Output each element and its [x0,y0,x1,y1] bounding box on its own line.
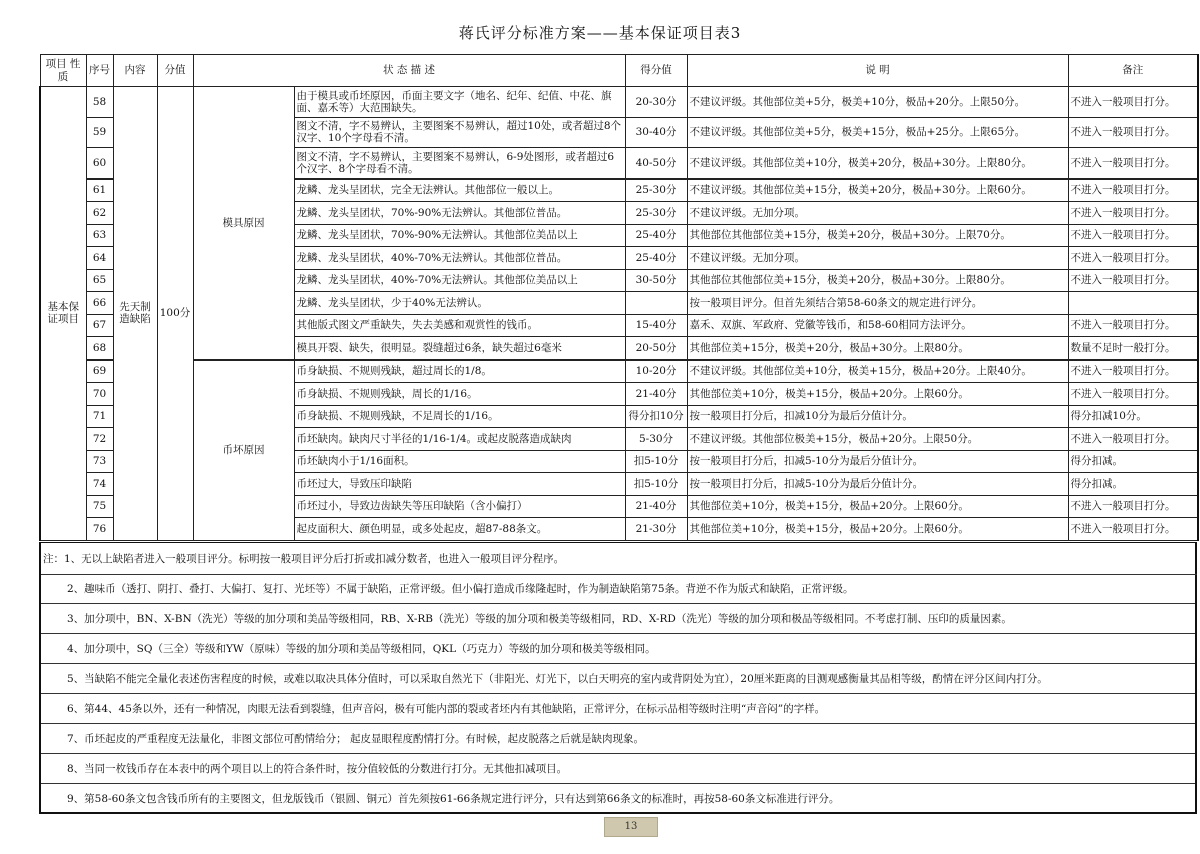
remark: 不进入一般项目打分。 [1068,495,1198,518]
row-number: 61 [86,179,113,202]
explanation: 其他部位其他部位美+15分，极美+20分，极品+30分。上限80分。 [687,269,1068,292]
row-number: 58 [86,87,113,118]
subcategory-damage: 币坏原因 [193,360,294,541]
header-status: 状 态 描 述 [193,55,625,87]
explanation: 按一般项目打分后，扣减10分为最后分值计分。 [687,405,1068,428]
remark: 不进入一般项目打分。 [1068,518,1198,541]
explanation: 不建议评级。其他部位美+5分，极美+10分，极品+20分。上限50分。 [687,87,1068,118]
header-remark: 备注 [1068,55,1198,87]
explanation: 其他部位美+10分，极美+15分，极品+20分。上限60分。 [687,383,1068,406]
project-type-cell: 基本保 证项目 [40,87,86,541]
header-score: 分值 [157,55,193,87]
points-value: 25-40分 [625,224,687,247]
content-cell: 先天制 造缺陷 [113,87,157,541]
row-number: 68 [86,337,113,360]
note-item: 6、第44、45条以外，还有一种情况，肉眼无法看到裂缝，但声音闷，极有可能内部的裂或者坯内有其他缺陷，正常评分，在标示品相等级时注明“声音闷”的字样。 [41,694,1195,724]
subcategory-mold: 模具原因 [193,87,294,360]
status-description: 币坯缺肉小于1/16面积。 [294,450,625,473]
status-description: 币坯缺肉。缺肉尺寸半径的1/16-1/4。或起皮脱落造成缺肉 [294,428,625,451]
remark: 得分扣减。 [1068,450,1198,473]
points-value: 25-40分 [625,247,687,270]
page-title: 蒋氏评分标准方案——基本保证项目表3 [458,24,742,42]
status-description: 模具开裂、缺失，很明显。裂缝超过6条，缺失超过6毫米 [294,337,625,360]
row-number: 64 [86,247,113,270]
header-points: 得分值 [625,55,687,87]
status-description: 图文不清，字不易辨认，主要图案不易辨认，超过10处，或者超过8个汉字、10个字母看不清。 [294,117,625,148]
points-value: 30-40分 [625,117,687,148]
row-number: 59 [86,117,113,148]
table-row [40,87,1198,118]
remark: 不进入一般项目打分。 [1068,314,1198,337]
status-description: 币身缺损、不规则残缺，超过周长的1/8。 [294,360,625,383]
row-number: 75 [86,495,113,518]
note-item: 8、当同一枚钱币存在本表中的两个项目以上的符合条件时，按分值较低的分数进行打分。无其他扣减项目。 [41,754,1195,784]
explanation: 其他部位美+15分，极美+20分，极品+30分。上限80分。 [687,337,1068,360]
status-description: 币坯过小，导致边齿缺失等压印缺陷（含小偏打） [294,495,625,518]
remark: 不进入一般项目打分。 [1068,148,1198,179]
explanation: 不建议评级。其他部位美+5分，极美+15分，极品+25分。上限65分。 [687,117,1068,148]
points-value: 5-30分 [625,428,687,451]
status-description: 币身缺损、不规则残缺，周长的1/16。 [294,383,625,406]
points-value [625,292,687,315]
standards-table [39,54,1199,541]
row-number: 63 [86,224,113,247]
remark: 不进入一般项目打分。 [1068,247,1198,270]
points-value: 扣5-10分 [625,450,687,473]
explanation: 按一般项目评分。但首先须结合第58-60条文的规定进行评分。 [687,292,1068,315]
note-item: 5、当缺陷不能完全量化表述伤害程度的时候，或难以取决具体分值时，可以采取自然光下（非阳光、灯光下，以白天明亮的室内或背阴处为宜），20厘米距离的目测观感衡量其品相等级，酌情在评分区间内打分。 [41,664,1195,694]
status-description: 币身缺损、不规则残缺，不足周长的1/16。 [294,405,625,428]
remark: 不进入一般项目打分。 [1068,360,1198,383]
header-content: 内容 [113,55,157,87]
header-explain: 说 明 [687,55,1068,87]
remark: 不进入一般项目打分。 [1068,179,1198,202]
points-value: 40-50分 [625,148,687,179]
remark: 不进入一般项目打分。 [1068,117,1198,148]
explanation: 其他部位美+10分，极美+15分，极品+20分。上限60分。 [687,495,1068,518]
row-number: 60 [86,148,113,179]
status-description: 龙鳞、龙头呈团状，完全无法辨认。其他部位一般以上。 [294,179,625,202]
status-description: 其他版式图文严重缺失，失去美感和观赏性的钱币。 [294,314,625,337]
row-number: 71 [86,405,113,428]
row-number: 65 [86,269,113,292]
row-number: 70 [86,383,113,406]
row-number: 76 [86,518,113,541]
status-description: 由于模具或币坯原因，币面主要文字（地名、纪年、纪值、中花、旗面、嘉禾等）大范围缺失。 [294,87,625,118]
remark: 不进入一般项目打分。 [1068,202,1198,225]
note-item: 7、币坯起皮的严重程度无法量化，非图文部位可酌情给分； 起皮显眼程度酌情打分。有时候，起皮脱落之后就是缺肉现象。 [41,724,1195,754]
table-header-row [40,55,1198,87]
explanation: 按一般项目打分后，扣减5-10分为最后分值计分。 [687,473,1068,496]
remark: 得分扣减。 [1068,473,1198,496]
explanation: 嘉禾、双旗、军政府、党徽等钱币，和58-60相同方法评分。 [687,314,1068,337]
explanation: 不建议评级。其他部位美+10分，极美+15分，极品+20分。上限40分。 [687,360,1068,383]
notes-section [39,542,1197,814]
points-value: 25-30分 [625,202,687,225]
explanation: 不建议评级。其他部位极美+15分，极品+20分。上限50分。 [687,428,1068,451]
row-number: 72 [86,428,113,451]
points-value: 21-30分 [625,518,687,541]
note-item: 4、加分项中，SQ（三全）等级和YW（原味）等级的加分项和美品等级相同，QKL（巧克力）等级的加分项和极美等级相同。 [41,634,1195,664]
header-no: 序号 [86,55,113,87]
points-value: 扣5-10分 [625,473,687,496]
points-value: 20-50分 [625,337,687,360]
page-number: 13 [604,817,658,837]
remark: 得分扣减10分。 [1068,405,1198,428]
remark: 不进入一般项目打分。 [1068,428,1198,451]
status-description: 龙鳞、龙头呈团状，40%-70%无法辨认。其他部位美品以上 [294,269,625,292]
points-value: 10-20分 [625,360,687,383]
status-description: 龙鳞、龙头呈团状，70%-90%无法辨认。其他部位美品以上 [294,224,625,247]
table-row [40,360,1198,383]
row-number: 66 [86,292,113,315]
explanation: 不建议评级。无加分项。 [687,202,1068,225]
remark [1068,292,1198,315]
points-value: 25-30分 [625,179,687,202]
status-description: 龙鳞、龙头呈团状，70%-90%无法辨认。其他部位普品。 [294,202,625,225]
header-type: 项目 性质 [40,55,86,87]
status-description: 龙鳞、龙头呈团状，40%-70%无法辨认。其他部位普品。 [294,247,625,270]
remark: 不进入一般项目打分。 [1068,224,1198,247]
status-description: 龙鳞、龙头呈团状，少于40%无法辨认。 [294,292,625,315]
score-cell: 100分 [157,87,193,541]
remark: 不进入一般项目打分。 [1068,383,1198,406]
points-value: 15-40分 [625,314,687,337]
row-number: 74 [86,473,113,496]
note-item: 2、趣味币（透打、阴打、叠打、大偏打、复打、光坯等）不属于缺陷，正常评级。但小偏打造成币缘隆起时，作为制造缺陷第75条。背逆不作为版式和缺陷，正常评级。 [41,574,1195,604]
explanation: 不建议评级。其他部位美+10分，极美+20分，极品+30分。上限80分。 [687,148,1068,179]
remark: 不进入一般项目打分。 [1068,87,1198,118]
points-value: 20-30分 [625,87,687,118]
note-item: 注：1、无以上缺陷者进入一般项目评分。标明按一般项目评分后打折或扣减分数者，也进入一般项目评分程序。 [41,544,1197,575]
note-item: 3、加分项中，BN、X-BN（洗光）等级的加分项和美品等级相同，RB、X-RB（洗光）等级的加分项和极美等级相同，RD、X-RD（洗光）等级的加分项和极品等级相同。不考虑打制、压印的质量因素。 [41,604,1195,634]
status-description: 币坯过大，导致压印缺陷 [294,473,625,496]
explanation: 按一般项目打分后，扣减5-10分为最后分值计分。 [687,450,1068,473]
explanation: 不建议评级。其他部位美+15分，极美+20分，极品+30分。上限60分。 [687,179,1068,202]
points-value: 21-40分 [625,383,687,406]
status-description: 图文不清，字不易辨认，主要图案不易辨认，6-9处图形，或者超过6个汉字、8个字母看不清。 [294,148,625,179]
explanation: 其他部位美+10分，极美+15分，极品+20分。上限60分。 [687,518,1068,541]
points-value: 得分扣10分 [625,405,687,428]
explanation: 不建议评级。无加分项。 [687,247,1068,270]
row-number: 67 [86,314,113,337]
remark: 数量不足时一般打分。 [1068,337,1198,360]
row-number: 73 [86,450,113,473]
row-number: 62 [86,202,113,225]
row-number: 69 [86,360,113,383]
explanation: 其他部位其他部位美+15分，极美+20分，极品+30分。上限70分。 [687,224,1068,247]
points-value: 30-50分 [625,269,687,292]
status-description: 起皮面积大、颜色明显，或多处起皮，超87-88条文。 [294,518,625,541]
note-item: 9、第58-60条文包含钱币所有的主要图文，但龙版钱币（银圆、铜元）首先须按61-66条规定进行评分，只有达到第66条文的标准时，再按58-60条文标准进行评分。 [67,793,840,805]
remark: 不进入一般项目打分。 [1068,269,1198,292]
points-value: 21-40分 [625,495,687,518]
